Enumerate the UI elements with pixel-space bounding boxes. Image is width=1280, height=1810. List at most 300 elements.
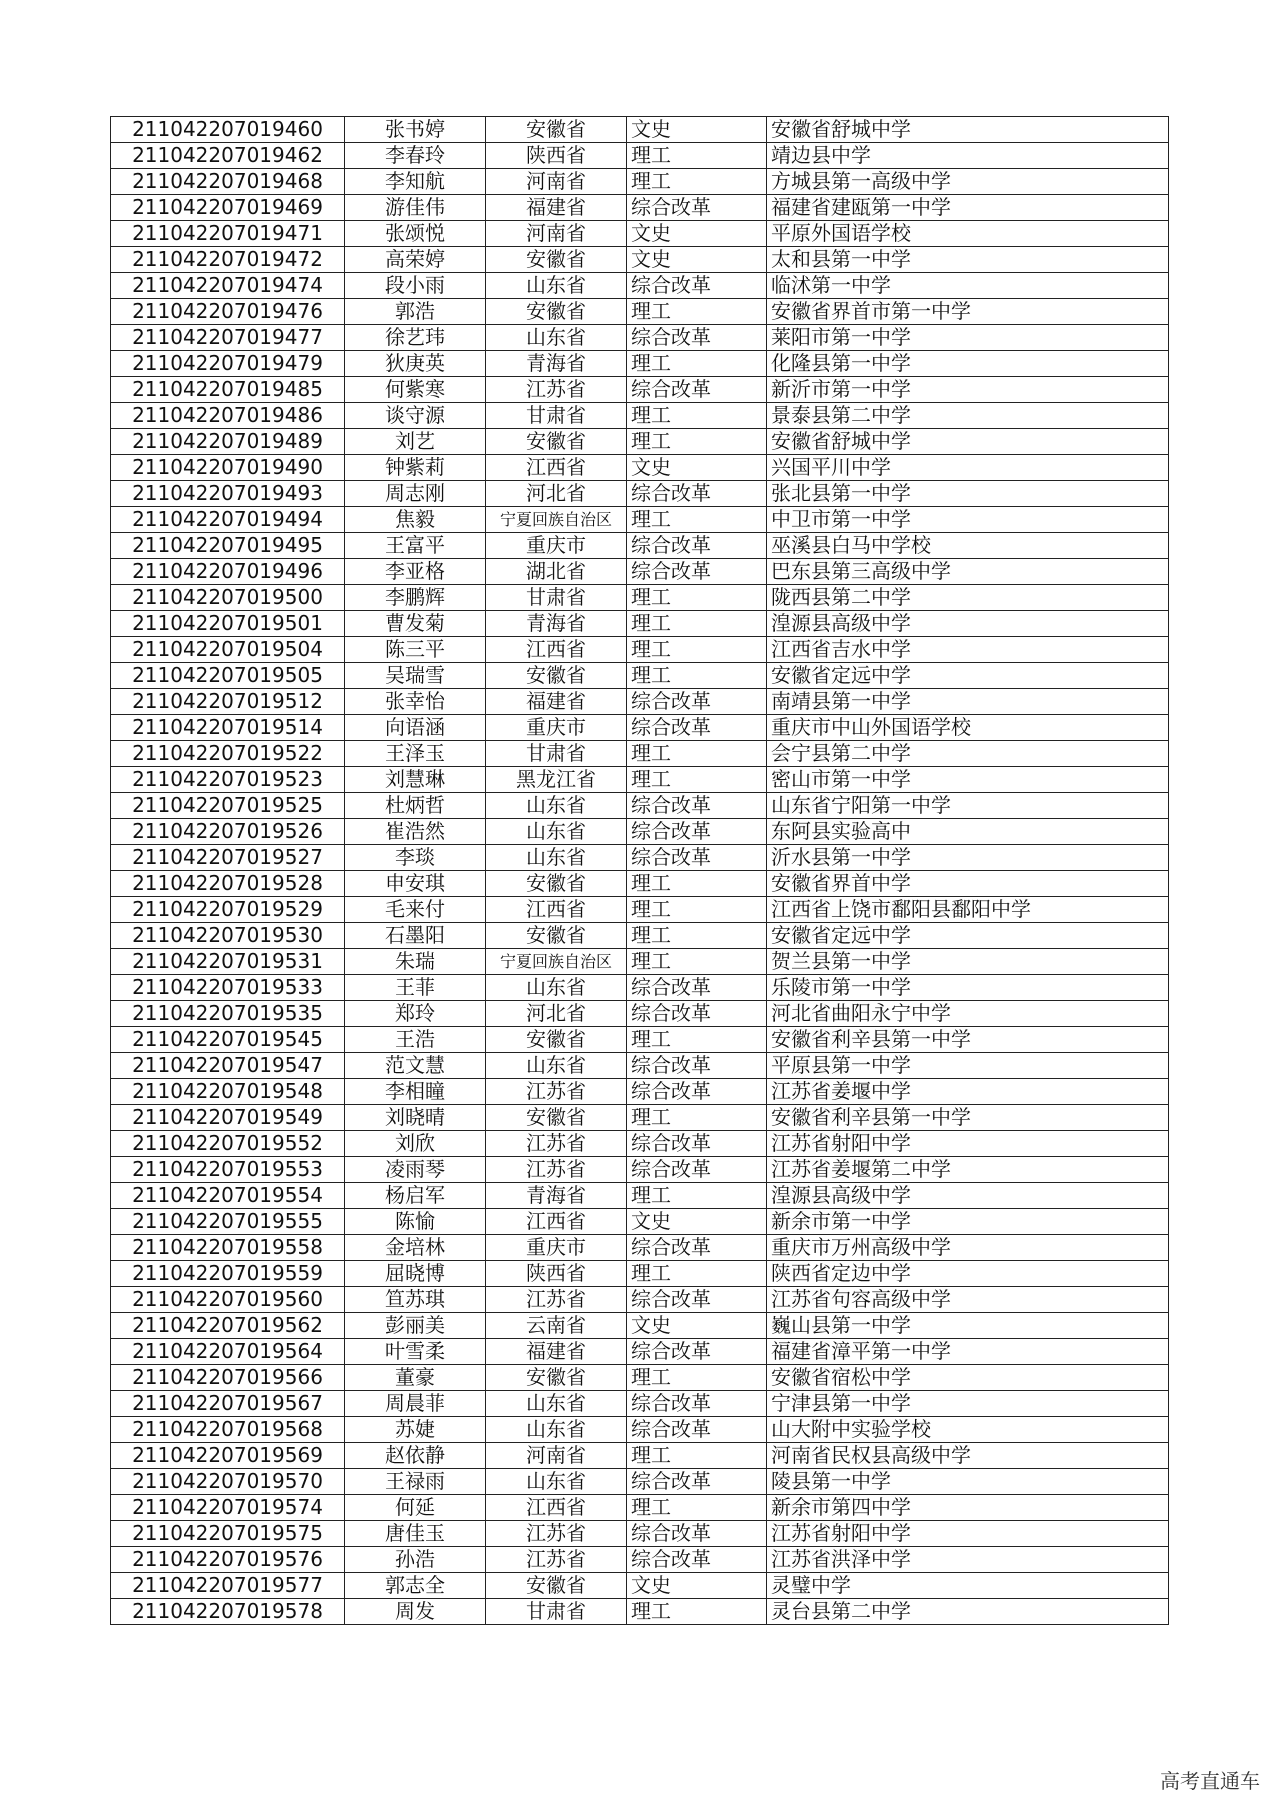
student-name-cell: 张幸怡 <box>345 689 486 715</box>
exam-number-cell: 211042207019535 <box>111 1001 345 1027</box>
table-row <box>111 663 1169 689</box>
category-cell: 理工 <box>627 741 767 767</box>
province-cell: 甘肃省 <box>486 1599 627 1625</box>
exam-number-cell: 211042207019472 <box>111 247 345 273</box>
student-name-cell: 吴瑞雪 <box>345 663 486 689</box>
student-name-cell: 王富平 <box>345 533 486 559</box>
province-cell: 福建省 <box>486 195 627 221</box>
exam-number-cell: 211042207019514 <box>111 715 345 741</box>
category-cell: 综合改革 <box>627 1521 767 1547</box>
province-cell: 安徽省 <box>486 1573 627 1599</box>
province-cell: 安徽省 <box>486 429 627 455</box>
category-cell: 理工 <box>627 1495 767 1521</box>
exam-number-cell: 211042207019525 <box>111 793 345 819</box>
school-cell: 安徽省定远中学 <box>767 663 1169 689</box>
category-cell: 文史 <box>627 1573 767 1599</box>
category-cell: 理工 <box>627 143 767 169</box>
exam-number-cell: 211042207019562 <box>111 1313 345 1339</box>
student-name-cell: 毛来付 <box>345 897 486 923</box>
school-cell: 山东省宁阳第一中学 <box>767 793 1169 819</box>
province-cell: 黑龙江省 <box>486 767 627 793</box>
student-name-cell: 石墨阳 <box>345 923 486 949</box>
province-cell: 青海省 <box>486 351 627 377</box>
table-row <box>111 1183 1169 1209</box>
province-cell: 山东省 <box>486 975 627 1001</box>
exam-number-cell: 211042207019559 <box>111 1261 345 1287</box>
table-row <box>111 611 1169 637</box>
category-cell: 综合改革 <box>627 377 767 403</box>
table-row <box>111 299 1169 325</box>
province-cell: 安徽省 <box>486 1027 627 1053</box>
province-cell: 福建省 <box>486 689 627 715</box>
category-cell: 综合改革 <box>627 533 767 559</box>
table-row <box>111 533 1169 559</box>
province-cell: 安徽省 <box>486 923 627 949</box>
province-cell: 陕西省 <box>486 1261 627 1287</box>
province-cell: 山东省 <box>486 325 627 351</box>
province-cell: 安徽省 <box>486 871 627 897</box>
province-cell: 安徽省 <box>486 299 627 325</box>
category-cell: 综合改革 <box>627 793 767 819</box>
category-cell: 理工 <box>627 923 767 949</box>
province-cell: 甘肃省 <box>486 585 627 611</box>
category-cell: 综合改革 <box>627 1235 767 1261</box>
province-cell: 江西省 <box>486 455 627 481</box>
student-name-cell: 何延 <box>345 1495 486 1521</box>
table-row <box>111 1521 1169 1547</box>
table-row <box>111 1131 1169 1157</box>
student-name-cell: 张书婷 <box>345 117 486 143</box>
student-name-cell: 刘艺 <box>345 429 486 455</box>
exam-number-cell: 211042207019569 <box>111 1443 345 1469</box>
exam-number-cell: 211042207019527 <box>111 845 345 871</box>
school-cell: 福建省漳平第一中学 <box>767 1339 1169 1365</box>
table-row <box>111 1001 1169 1027</box>
table-row <box>111 1287 1169 1313</box>
school-cell: 陕西省定边中学 <box>767 1261 1169 1287</box>
school-cell: 湟源县高级中学 <box>767 611 1169 637</box>
student-name-cell: 曹发菊 <box>345 611 486 637</box>
school-cell: 会宁县第二中学 <box>767 741 1169 767</box>
category-cell: 文史 <box>627 221 767 247</box>
table-row <box>111 325 1169 351</box>
student-name-cell: 游佳伟 <box>345 195 486 221</box>
student-name-cell: 王浩 <box>345 1027 486 1053</box>
student-name-cell: 王禄雨 <box>345 1469 486 1495</box>
province-cell: 江西省 <box>486 637 627 663</box>
category-cell: 理工 <box>627 897 767 923</box>
school-cell: 陵县第一中学 <box>767 1469 1169 1495</box>
category-cell: 理工 <box>627 1599 767 1625</box>
exam-number-cell: 211042207019477 <box>111 325 345 351</box>
table-row <box>111 351 1169 377</box>
school-cell: 乐陵市第一中学 <box>767 975 1169 1001</box>
school-cell: 灵台县第二中学 <box>767 1599 1169 1625</box>
table-row <box>111 923 1169 949</box>
student-name-cell: 郭志全 <box>345 1573 486 1599</box>
category-cell: 理工 <box>627 871 767 897</box>
exam-number-cell: 211042207019547 <box>111 1053 345 1079</box>
school-cell: 安徽省界首市第一中学 <box>767 299 1169 325</box>
school-cell: 巫溪县白马中学校 <box>767 533 1169 559</box>
province-cell: 河南省 <box>486 1443 627 1469</box>
exam-number-cell: 211042207019468 <box>111 169 345 195</box>
table-row <box>111 455 1169 481</box>
exam-number-cell: 211042207019576 <box>111 1547 345 1573</box>
category-cell: 理工 <box>627 429 767 455</box>
student-name-cell: 金培林 <box>345 1235 486 1261</box>
student-name-cell: 范文慧 <box>345 1053 486 1079</box>
category-cell: 文史 <box>627 117 767 143</box>
category-cell: 理工 <box>627 1105 767 1131</box>
province-cell: 江苏省 <box>486 1547 627 1573</box>
province-cell: 山东省 <box>486 1053 627 1079</box>
exam-number-cell: 211042207019567 <box>111 1391 345 1417</box>
exam-number-cell: 211042207019474 <box>111 273 345 299</box>
table-row <box>111 1053 1169 1079</box>
student-name-cell: 李相瞳 <box>345 1079 486 1105</box>
exam-number-cell: 211042207019494 <box>111 507 345 533</box>
province-cell: 河北省 <box>486 1001 627 1027</box>
table-row <box>111 741 1169 767</box>
category-cell: 文史 <box>627 455 767 481</box>
category-cell: 理工 <box>627 1027 767 1053</box>
school-cell: 巴东县第三高级中学 <box>767 559 1169 585</box>
student-name-cell: 笪苏琪 <box>345 1287 486 1313</box>
category-cell: 理工 <box>627 585 767 611</box>
school-cell: 巍山县第一中学 <box>767 1313 1169 1339</box>
roster-table-body <box>111 117 1169 1625</box>
student-name-cell: 周志刚 <box>345 481 486 507</box>
school-cell: 安徽省宿松中学 <box>767 1365 1169 1391</box>
province-cell: 重庆市 <box>486 715 627 741</box>
exam-number-cell: 211042207019568 <box>111 1417 345 1443</box>
exam-number-cell: 211042207019566 <box>111 1365 345 1391</box>
exam-number-cell: 211042207019496 <box>111 559 345 585</box>
exam-number-cell: 211042207019504 <box>111 637 345 663</box>
exam-number-cell: 211042207019500 <box>111 585 345 611</box>
exam-number-cell: 211042207019574 <box>111 1495 345 1521</box>
province-cell: 山东省 <box>486 819 627 845</box>
student-name-cell: 赵依静 <box>345 1443 486 1469</box>
exam-number-cell: 211042207019548 <box>111 1079 345 1105</box>
student-name-cell: 凌雨琴 <box>345 1157 486 1183</box>
category-cell: 理工 <box>627 351 767 377</box>
student-name-cell: 陈三平 <box>345 637 486 663</box>
province-cell: 重庆市 <box>486 1235 627 1261</box>
student-name-cell: 刘慧琳 <box>345 767 486 793</box>
table-row <box>111 377 1169 403</box>
province-cell: 福建省 <box>486 1339 627 1365</box>
school-cell: 河北省曲阳永宁中学 <box>767 1001 1169 1027</box>
school-cell: 兴国平川中学 <box>767 455 1169 481</box>
province-cell: 重庆市 <box>486 533 627 559</box>
student-name-cell: 苏婕 <box>345 1417 486 1443</box>
exam-number-cell: 211042207019486 <box>111 403 345 429</box>
category-cell: 综合改革 <box>627 1417 767 1443</box>
student-name-cell: 朱瑞 <box>345 949 486 975</box>
table-row <box>111 845 1169 871</box>
student-name-cell: 彭丽美 <box>345 1313 486 1339</box>
exam-number-cell: 211042207019577 <box>111 1573 345 1599</box>
province-cell: 山东省 <box>486 273 627 299</box>
province-cell: 安徽省 <box>486 247 627 273</box>
admission-roster-table <box>110 116 1169 1625</box>
school-cell: 太和县第一中学 <box>767 247 1169 273</box>
table-row <box>111 221 1169 247</box>
exam-number-cell: 211042207019495 <box>111 533 345 559</box>
table-row <box>111 1599 1169 1625</box>
category-cell: 理工 <box>627 611 767 637</box>
province-cell: 青海省 <box>486 611 627 637</box>
exam-number-cell: 211042207019531 <box>111 949 345 975</box>
category-cell: 综合改革 <box>627 1287 767 1313</box>
student-name-cell: 李鹏辉 <box>345 585 486 611</box>
student-name-cell: 何紫寒 <box>345 377 486 403</box>
school-cell: 中卫市第一中学 <box>767 507 1169 533</box>
table-row <box>111 507 1169 533</box>
exam-number-cell: 211042207019575 <box>111 1521 345 1547</box>
exam-number-cell: 211042207019564 <box>111 1339 345 1365</box>
table-row <box>111 767 1169 793</box>
table-row <box>111 247 1169 273</box>
category-cell: 综合改革 <box>627 1339 767 1365</box>
category-cell: 理工 <box>627 507 767 533</box>
table-row <box>111 689 1169 715</box>
exam-number-cell: 211042207019558 <box>111 1235 345 1261</box>
table-row <box>111 1339 1169 1365</box>
student-name-cell: 王泽玉 <box>345 741 486 767</box>
student-name-cell: 董豪 <box>345 1365 486 1391</box>
exam-number-cell: 211042207019560 <box>111 1287 345 1313</box>
exam-number-cell: 211042207019545 <box>111 1027 345 1053</box>
category-cell: 综合改革 <box>627 1391 767 1417</box>
exam-number-cell: 211042207019462 <box>111 143 345 169</box>
student-name-cell: 谈守源 <box>345 403 486 429</box>
table-row <box>111 1495 1169 1521</box>
student-name-cell: 周发 <box>345 1599 486 1625</box>
table-row <box>111 1157 1169 1183</box>
category-cell: 综合改革 <box>627 273 767 299</box>
category-cell: 理工 <box>627 169 767 195</box>
category-cell: 综合改革 <box>627 1079 767 1105</box>
category-cell: 综合改革 <box>627 195 767 221</box>
exam-number-cell: 211042207019476 <box>111 299 345 325</box>
exam-number-cell: 211042207019471 <box>111 221 345 247</box>
province-cell: 山东省 <box>486 793 627 819</box>
student-name-cell: 叶雪柔 <box>345 1339 486 1365</box>
school-cell: 平原外国语学校 <box>767 221 1169 247</box>
table-row <box>111 1365 1169 1391</box>
province-cell: 江苏省 <box>486 1287 627 1313</box>
category-cell: 理工 <box>627 403 767 429</box>
student-name-cell: 段小雨 <box>345 273 486 299</box>
table-row <box>111 1391 1169 1417</box>
school-cell: 江苏省洪泽中学 <box>767 1547 1169 1573</box>
exam-number-cell: 211042207019549 <box>111 1105 345 1131</box>
table-row <box>111 975 1169 1001</box>
province-cell: 江西省 <box>486 1495 627 1521</box>
category-cell: 综合改革 <box>627 975 767 1001</box>
province-cell: 山东省 <box>486 1417 627 1443</box>
category-cell: 综合改革 <box>627 481 767 507</box>
student-name-cell: 向语涵 <box>345 715 486 741</box>
province-cell: 江苏省 <box>486 1521 627 1547</box>
school-cell: 张北县第一中学 <box>767 481 1169 507</box>
school-cell: 靖边县中学 <box>767 143 1169 169</box>
table-row <box>111 819 1169 845</box>
exam-number-cell: 211042207019460 <box>111 117 345 143</box>
exam-number-cell: 211042207019522 <box>111 741 345 767</box>
school-cell: 灵璧中学 <box>767 1573 1169 1599</box>
school-cell: 湟源县高级中学 <box>767 1183 1169 1209</box>
school-cell: 江苏省姜堰第二中学 <box>767 1157 1169 1183</box>
table-row <box>111 143 1169 169</box>
table-row <box>111 1573 1169 1599</box>
exam-number-cell: 211042207019528 <box>111 871 345 897</box>
school-cell: 江苏省姜堰中学 <box>767 1079 1169 1105</box>
school-cell: 景泰县第二中学 <box>767 403 1169 429</box>
category-cell: 综合改革 <box>627 845 767 871</box>
school-cell: 山大附中实验学校 <box>767 1417 1169 1443</box>
table-row <box>111 195 1169 221</box>
exam-number-cell: 211042207019526 <box>111 819 345 845</box>
table-row <box>111 117 1169 143</box>
table-row <box>111 429 1169 455</box>
exam-number-cell: 211042207019533 <box>111 975 345 1001</box>
category-cell: 综合改革 <box>627 715 767 741</box>
student-name-cell: 李春玲 <box>345 143 486 169</box>
student-name-cell: 郭浩 <box>345 299 486 325</box>
student-name-cell: 杜炳哲 <box>345 793 486 819</box>
category-cell: 文史 <box>627 247 767 273</box>
category-cell: 综合改革 <box>627 1001 767 1027</box>
student-name-cell: 钟紫莉 <box>345 455 486 481</box>
table-row <box>111 715 1169 741</box>
exam-number-cell: 211042207019505 <box>111 663 345 689</box>
student-name-cell: 陈愉 <box>345 1209 486 1235</box>
school-cell: 莱阳市第一中学 <box>767 325 1169 351</box>
table-row <box>111 481 1169 507</box>
student-name-cell: 焦毅 <box>345 507 486 533</box>
school-cell: 江西省上饶市鄱阳县鄱阳中学 <box>767 897 1169 923</box>
exam-number-cell: 211042207019490 <box>111 455 345 481</box>
province-cell: 江西省 <box>486 1209 627 1235</box>
table-row <box>111 1313 1169 1339</box>
category-cell: 综合改革 <box>627 1131 767 1157</box>
province-cell: 陕西省 <box>486 143 627 169</box>
exam-number-cell: 211042207019530 <box>111 923 345 949</box>
category-cell: 理工 <box>627 1261 767 1287</box>
student-name-cell: 徐艺玮 <box>345 325 486 351</box>
school-cell: 化隆县第一中学 <box>767 351 1169 377</box>
category-cell: 理工 <box>627 767 767 793</box>
province-cell: 江苏省 <box>486 1157 627 1183</box>
table-row <box>111 637 1169 663</box>
student-name-cell: 刘晓晴 <box>345 1105 486 1131</box>
table-row <box>111 559 1169 585</box>
school-cell: 东阿县实验高中 <box>767 819 1169 845</box>
school-cell: 安徽省利辛县第一中学 <box>767 1105 1169 1131</box>
exam-number-cell: 211042207019489 <box>111 429 345 455</box>
province-cell: 山东省 <box>486 1391 627 1417</box>
exam-number-cell: 211042207019469 <box>111 195 345 221</box>
category-cell: 综合改革 <box>627 1157 767 1183</box>
province-cell: 宁夏回族自治区 <box>486 507 627 533</box>
table-row <box>111 1027 1169 1053</box>
exam-number-cell: 211042207019553 <box>111 1157 345 1183</box>
table-row <box>111 1443 1169 1469</box>
table-row <box>111 1209 1169 1235</box>
province-cell: 安徽省 <box>486 663 627 689</box>
school-cell: 方城县第一高级中学 <box>767 169 1169 195</box>
exam-number-cell: 211042207019479 <box>111 351 345 377</box>
school-cell: 沂水县第一中学 <box>767 845 1169 871</box>
province-cell: 河南省 <box>486 221 627 247</box>
student-name-cell: 周晨菲 <box>345 1391 486 1417</box>
table-row <box>111 1547 1169 1573</box>
exam-number-cell: 211042207019529 <box>111 897 345 923</box>
exam-number-cell: 211042207019523 <box>111 767 345 793</box>
exam-number-cell: 211042207019555 <box>111 1209 345 1235</box>
school-cell: 临沭第一中学 <box>767 273 1169 299</box>
exam-number-cell: 211042207019501 <box>111 611 345 637</box>
category-cell: 综合改革 <box>627 559 767 585</box>
student-name-cell: 唐佳玉 <box>345 1521 486 1547</box>
province-cell: 河北省 <box>486 481 627 507</box>
watermark-text: 高考直通车 <box>1160 1769 1260 1793</box>
category-cell: 理工 <box>627 1183 767 1209</box>
school-cell: 江苏省射阳中学 <box>767 1521 1169 1547</box>
student-name-cell: 屈晓博 <box>345 1261 486 1287</box>
school-cell: 安徽省定远中学 <box>767 923 1169 949</box>
table-row <box>111 273 1169 299</box>
student-name-cell: 李知航 <box>345 169 486 195</box>
school-cell: 南靖县第一中学 <box>767 689 1169 715</box>
category-cell: 理工 <box>627 299 767 325</box>
category-cell: 综合改革 <box>627 1053 767 1079</box>
school-cell: 重庆市万州高级中学 <box>767 1235 1169 1261</box>
category-cell: 文史 <box>627 1313 767 1339</box>
table-row <box>111 871 1169 897</box>
province-cell: 安徽省 <box>486 1105 627 1131</box>
exam-number-cell: 211042207019578 <box>111 1599 345 1625</box>
category-cell: 理工 <box>627 1443 767 1469</box>
category-cell: 综合改革 <box>627 689 767 715</box>
student-name-cell: 杨启军 <box>345 1183 486 1209</box>
table-row <box>111 1417 1169 1443</box>
student-name-cell: 申安琪 <box>345 871 486 897</box>
province-cell: 安徽省 <box>486 1365 627 1391</box>
province-cell: 青海省 <box>486 1183 627 1209</box>
exam-number-cell: 211042207019552 <box>111 1131 345 1157</box>
student-name-cell: 李琰 <box>345 845 486 871</box>
category-cell: 理工 <box>627 1365 767 1391</box>
school-cell: 陇西县第二中学 <box>767 585 1169 611</box>
province-cell: 宁夏回族自治区 <box>486 949 627 975</box>
province-cell: 安徽省 <box>486 117 627 143</box>
table-row <box>111 1105 1169 1131</box>
school-cell: 新沂市第一中学 <box>767 377 1169 403</box>
category-cell: 综合改革 <box>627 819 767 845</box>
province-cell: 甘肃省 <box>486 403 627 429</box>
table-row <box>111 1079 1169 1105</box>
student-name-cell: 王菲 <box>345 975 486 1001</box>
table-row <box>111 949 1169 975</box>
school-cell: 新余市第四中学 <box>767 1495 1169 1521</box>
school-cell: 新余市第一中学 <box>767 1209 1169 1235</box>
student-name-cell: 崔浩然 <box>345 819 486 845</box>
